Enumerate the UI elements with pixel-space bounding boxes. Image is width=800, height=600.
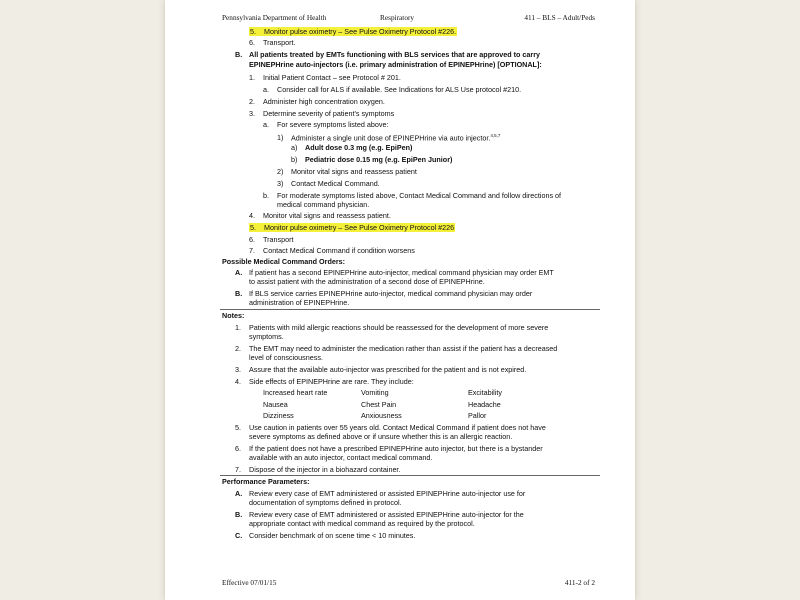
section-b-letter: B. — [235, 50, 243, 59]
performance-c: Consider benchmark of on scene time < 10 minutes. — [249, 531, 416, 540]
footer-effective-date: Effective 07/01/15 — [222, 578, 277, 587]
side-effect: Vomiting — [361, 388, 389, 397]
performance-b-letter: B. — [235, 510, 243, 519]
note-item-continued: severe symptoms as defined above or if unsure whether this is an allergic reaction. — [249, 432, 513, 441]
side-effect: Excitability — [468, 388, 502, 397]
list-item: 2) Monitor vital signs and reassess patient — [277, 167, 417, 176]
list-item: a. Consider call for ALS if available. See Indications for ALS Use protocol #210. — [263, 85, 522, 94]
list-item: a. For severe symptoms listed above: — [263, 120, 389, 129]
side-effect: Headache — [468, 400, 501, 409]
performance-title: Performance Parameters: — [222, 477, 310, 486]
performance-a-letter: A. — [235, 489, 243, 498]
note-item: 4. Side effects of EPINEPHrine are rare. They include: — [235, 377, 414, 386]
list-item: 4. Monitor vital signs and reassess patient. — [249, 211, 391, 220]
orders-a-letter: A. — [235, 268, 243, 277]
page-header — [222, 13, 595, 23]
list-item: 1. Initial Patient Contact – see Protocol # 201. — [249, 73, 401, 82]
list-item: b. For moderate symptoms listed above, Contact Medical Command and follow directions of — [263, 191, 562, 200]
list-item: b) Pediatric dose 0.15 mg (e.g. EpiPen Junior) — [291, 155, 453, 164]
list-item: 6. Transport. — [249, 38, 296, 47]
side-effect: Anxiousness — [361, 411, 402, 420]
note-item: 6. If the patient does not have a prescribed EPINEPHrine auto injector, but there is a bystander — [235, 444, 543, 453]
section-b-heading-2: EPINEPHrine auto-injectors (i.e. primary administration of EPINEPHrine) [OPTIONAL]: — [249, 60, 542, 69]
orders-a: If patient has a second EPINEPHrine auto-injector, medical command physician may order EMT — [249, 268, 554, 277]
list-item: a) Adult dose 0.3 mg (e.g. EpiPen) — [291, 143, 413, 152]
performance-a: Review every case of EMT administered or assisted EPINEPHrine auto-injector use for — [249, 489, 526, 498]
document-page — [165, 0, 635, 600]
notes-title: Notes: — [222, 311, 245, 320]
note-item: 7. Dispose of the injector in a biohazard container. — [235, 465, 401, 474]
page-footer — [222, 578, 595, 588]
adult-dose: Adult dose 0.3 mg (e.g. EpiPen) — [305, 143, 413, 152]
section-b-heading: All patients treated by EMTs functioning with BLS services that are approved to carry — [249, 50, 541, 59]
note-item-continued: symptoms. — [249, 332, 284, 341]
list-item: 1) Administer a single unit dose of EPINEPHrine via auto injector.$^{4,5,7}$ — [277, 133, 501, 143]
performance-c-letter: C. — [235, 531, 243, 540]
note-item-continued: level of consciousness. — [249, 353, 323, 362]
list-item: 3. Determine severity of patient's symptoms — [249, 109, 395, 118]
orders-b-continued: administration of EPINEPHrine. — [249, 298, 350, 307]
list-item: 2. Administer high concentration oxygen. — [249, 97, 385, 106]
footer-page-number: 411-2 of 2 — [564, 578, 595, 587]
orders-a-continued: to assist patient with the administration of a second dose of EPINEPHrine. — [249, 277, 485, 286]
note-item: 3. Assure that the available auto-injector was prescribed for the patient and is not expired. — [235, 365, 527, 374]
list-item: 7. Contact Medical Command if condition worsens — [249, 246, 415, 255]
list-item: 5. Monitor pulse oximetry – See Pulse Oximetry Protocol #226. — [250, 27, 457, 36]
performance-a-continued: documentation of symptoms defined in protocol. — [249, 498, 402, 507]
note-item-continued: available with an auto injector, contact medical command. — [249, 453, 433, 462]
list-item-continued: medical command physician. — [277, 200, 370, 209]
performance-b: Review every case of EMT administered or assisted EPINEPHrine auto-injector for the — [249, 510, 524, 519]
list-item: 5. Monitor pulse oximetry – See Pulse Oximetry Protocol #226 — [250, 223, 455, 232]
header-department: Pennsylvania Department of Health — [222, 13, 327, 22]
divider — [220, 309, 600, 310]
header-category: Respiratory — [380, 13, 415, 22]
note-item: 1. Patients with mild allergic reactions should be reassessed for the development of more severe — [235, 323, 549, 332]
orders-b: If BLS service carries EPINEPHrine auto-injector, medical command physician may order — [249, 289, 533, 298]
list-item: 6. Transport — [249, 235, 294, 244]
orders-title: Possible Medical Command Orders: — [222, 257, 346, 266]
side-effect: Chest Pain — [361, 400, 397, 409]
orders-b-letter: B. — [235, 289, 243, 298]
header-protocol: 411 – BLS – Adult/Peds — [524, 13, 595, 22]
note-item: 2. The EMT may need to administer the medication rather than assist if the patient has a decreased — [235, 344, 558, 353]
note-item: 5. Use caution in patients over 55 years old. Contact Medical Command if patient does not have — [235, 423, 546, 432]
side-effect: Nausea — [263, 400, 288, 409]
divider — [220, 475, 600, 476]
side-effect: Dizziness — [263, 411, 294, 420]
footnote-ref: 4,5,7 — [490, 133, 501, 138]
pediatric-dose: Pediatric dose 0.15 mg (e.g. EpiPen Junior) — [305, 155, 453, 164]
list-item: 3) Contact Medical Command. — [277, 179, 380, 188]
side-effect: Increased heart rate — [263, 388, 328, 397]
side-effect: Pallor — [468, 411, 487, 420]
performance-b-continued: appropriate contact with medical command as required by the protocol. — [249, 519, 475, 528]
